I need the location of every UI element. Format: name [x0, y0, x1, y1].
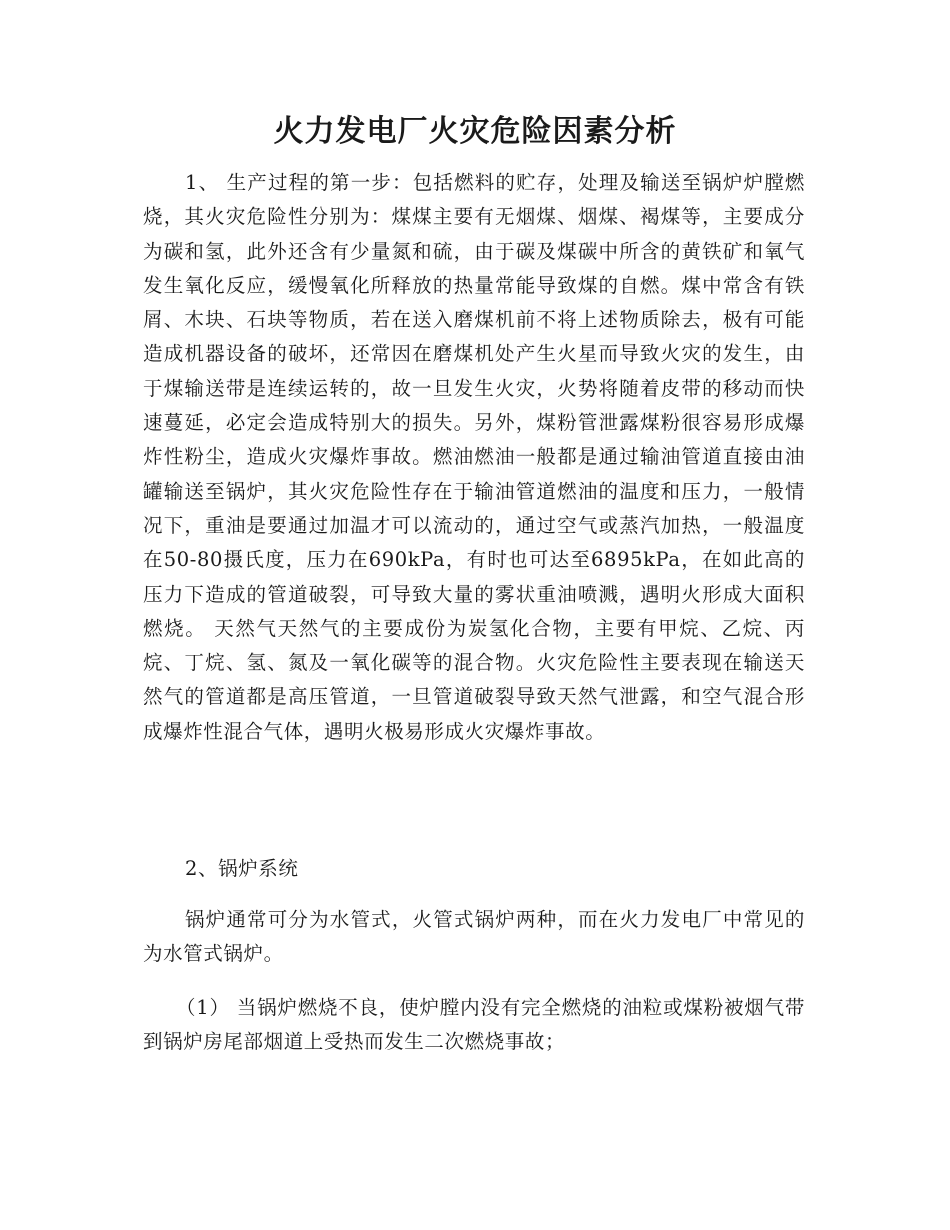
paragraph-production-process: 1、 生产过程的第一步：包括燃料的贮存，处理及输送至锅炉炉膛燃烧，其火灾危险性分别为：煤煤主要有无烟煤、烟煤、褐煤等，主要成分为碳和氢，此外还含有少量氮和硫，由于碳及煤碳中所含的黄铁矿和氧气发生氧化反应，缓慢氧化所释放的热量常能导致煤的自燃。煤中常含有铁屑、木块、石块等物质，若在送入磨煤机前不将上述物质除去，极有可能造成机器设备的破坏，还常因在磨煤机处产生火星而导致火灾的发生，由于煤输送带是连续运转的，故一旦发生火灾，火势将随着皮带的移动而快速蔓延，必定会造成特别大的损失。另外，煤粉管泄露煤粉很容易形成爆炸性粉尘，造成火灾爆炸事故。燃油燃油一般都是通过输油管道直接由油罐输送至锅炉，其火灾危险性存在于输油管道燃油的温度和压力，一般情况下，重油是要通过加温才可以流动的，通过空气或蒸汽加热，一般温度在50-80摄氏度，压力在690kPa，有时也可达至6895kPa，在如此高的压力下造成的管道破裂，可导致大量的雾状重油喷溅，遇明火形成大面积燃烧。 天然气天然气的主要成份为炭氢化合物，主要有甲烷、乙烷、丙烷、丁烷、氢、氮及一氧化碳等的混合物。火灾危险性主要表现在输送天然气的管道都是高压管道，一旦管道破裂导致天然气泄露，和空气混合形成爆炸性混合气体，遇明火极易形成火灾爆炸事故。 [143, 171, 805, 743]
document-title: 火力发电厂火灾危险因素分析 [273, 114, 677, 149]
paragraph-secondary-combustion: （1） 当锅炉燃烧不良，使炉膛内没有完全燃烧的油粒或煤粉被烟气带到锅炉房尾部烟道上受热而发生二次燃烧事故； [143, 996, 805, 1054]
section-heading-boiler-system: 2、锅炉系统 [185, 857, 299, 880]
paragraph-boiler-types: 锅炉通常可分为水管式，火管式锅炉两种，而在火力发电厂中常见的为水管式锅炉。 [143, 908, 805, 966]
